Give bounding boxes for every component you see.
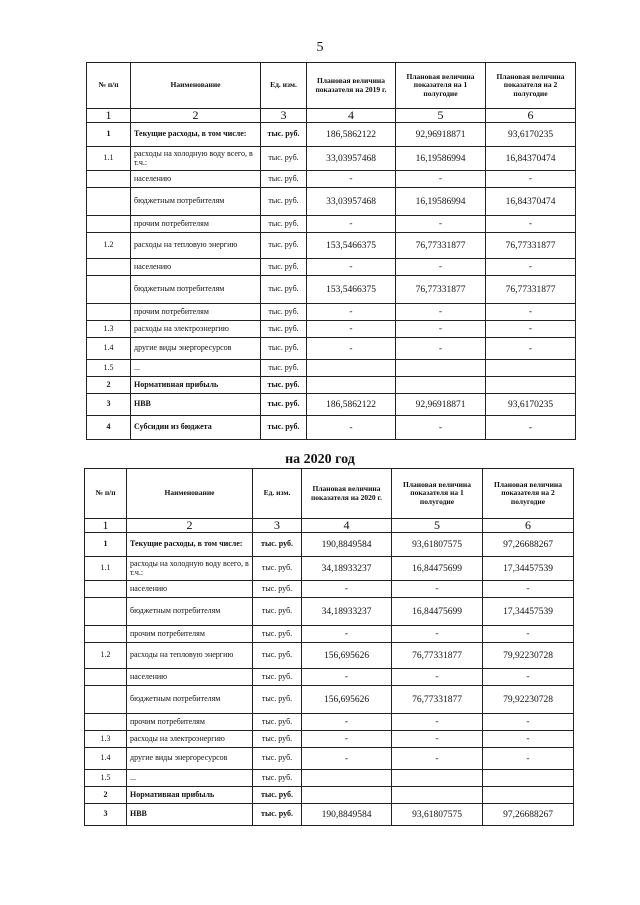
row-name: бюджетным потребителям [131,188,261,216]
header-plan-year: Плановая величина показателя на 2019 г. [307,63,396,109]
table-row [87,338,576,360]
row-unit: тыс. руб. [253,533,302,557]
value-half-1: - [396,304,486,321]
page-number: 5 [316,40,324,55]
row-unit: тыс. руб. [253,581,302,598]
table-row [87,147,576,171]
value-half-2: 17,34457539 [483,598,574,626]
value-half-1: - [396,321,486,338]
row-name: прочим потребителям [131,216,261,233]
value-year: 156,695626 [302,686,392,714]
row-unit: тыс. руб. [261,394,307,416]
value-half-2: - [483,714,574,731]
col-number: 5 [392,519,483,533]
value-half-1: - [396,338,486,360]
row-unit: тыс. руб. [253,557,302,581]
row-number: 1.5 [85,770,127,787]
table-row [87,416,576,440]
row-name: населению [131,259,261,276]
table-row [85,770,574,787]
row-unit: тыс. руб. [253,598,302,626]
table-row [85,804,574,826]
row-name: населению [127,669,253,686]
row-unit: тыс. руб. [261,338,307,360]
value-year: - [302,714,392,731]
row-unit: тыс. руб. [261,147,307,171]
row-name: расходы на электроэнергию [127,731,253,748]
value-half-2: - [486,304,576,321]
row-number [87,276,131,304]
table-row [85,598,574,626]
value-year: 33,03957468 [307,188,396,216]
row-unit: тыс. руб. [261,360,307,377]
table-row [85,557,574,581]
row-name: Нормативная прибыль [131,377,261,394]
col-number: 6 [486,109,576,123]
value-half-1: - [396,259,486,276]
row-unit: тыс. руб. [253,787,302,804]
row-unit: тыс. руб. [253,669,302,686]
value-half-1: - [392,731,483,748]
row-name: Текущие расходы, в том числе: [127,533,253,557]
value-year: 34,18933237 [302,557,392,581]
value-year: - [307,216,396,233]
row-name: Нормативная прибыль [127,787,253,804]
row-name: Субсидии из бюджета [131,416,261,440]
table-row [87,233,576,259]
value-year [302,770,392,787]
row-unit: тыс. руб. [261,276,307,304]
row-unit: тыс. руб. [253,804,302,826]
row-number: 2 [87,377,131,394]
header-name: Наименование [131,63,261,109]
row-unit: тыс. руб. [253,686,302,714]
row-unit: тыс. руб. [253,714,302,731]
value-year: 186,5862122 [307,394,396,416]
row-number [87,188,131,216]
row-unit: тыс. руб. [261,171,307,188]
col-number: 3 [253,519,302,533]
header-half-2: Плановая величина показателя на 2 полугодие [486,63,576,109]
value-half-1: 16,19586994 [396,147,486,171]
value-half-1: 16,84475699 [392,557,483,581]
value-half-1: - [392,748,483,770]
value-half-2: 97,26688267 [483,533,574,557]
row-name: НВВ [131,394,261,416]
value-year: - [307,259,396,276]
header-half-1: Плановая величина показателя на 1 полугодие [392,469,483,519]
row-unit: тыс. руб. [261,416,307,440]
value-half-1: 76,77331877 [396,276,486,304]
value-half-2: - [483,731,574,748]
col-number: 1 [85,519,127,533]
value-half-2: 97,26688267 [483,804,574,826]
value-half-2: 16,84370474 [486,188,576,216]
row-number [85,714,127,731]
row-number [87,259,131,276]
row-unit: тыс. руб. [253,748,302,770]
row-number: 1.3 [87,321,131,338]
col-number: 1 [87,109,131,123]
row-unit: тыс. руб. [261,188,307,216]
row-name: населению [127,581,253,598]
row-name: другие виды энергоресурсов [131,338,261,360]
value-half-2: - [483,626,574,643]
value-half-1 [396,360,486,377]
value-year: 186,5862122 [307,123,396,147]
row-number: 2 [85,787,127,804]
value-half-1 [392,770,483,787]
value-year: - [307,321,396,338]
row-name: Текущие расходы, в том числе: [131,123,261,147]
value-half-2: - [483,748,574,770]
row-number [87,171,131,188]
row-unit: тыс. руб. [261,321,307,338]
header-num: № п/п [85,469,127,519]
row-number: 3 [85,804,127,826]
value-year: - [302,626,392,643]
value-half-1: 16,84475699 [392,598,483,626]
row-unit: тыс. руб. [261,233,307,259]
table-row [87,360,576,377]
row-number: 1.1 [85,557,127,581]
table-row [87,123,576,147]
value-half-2: - [486,416,576,440]
row-name: расходы на тепловую энергию [131,233,261,259]
value-year: 190,8849584 [302,804,392,826]
value-year [302,787,392,804]
value-half-2: 17,34457539 [483,557,574,581]
table-header-row [85,469,574,519]
table-row [87,276,576,304]
value-half-2 [483,770,574,787]
row-name: населению [131,171,261,188]
table-row [85,533,574,557]
row-number: 1 [87,123,131,147]
value-year: 153,5466375 [307,233,396,259]
value-year: - [307,171,396,188]
row-number: 3 [87,394,131,416]
value-half-1: - [396,171,486,188]
row-number: 1.3 [85,731,127,748]
value-year [307,360,396,377]
row-number [87,216,131,233]
value-half-2: 76,77331877 [486,233,576,259]
value-year: - [302,581,392,598]
table-row [87,304,576,321]
value-half-1: 93,61807575 [392,804,483,826]
row-number [87,304,131,321]
header-unit: Ед. изм. [261,63,307,109]
table-row [85,643,574,669]
row-unit: тыс. руб. [253,770,302,787]
row-unit: тыс. руб. [261,259,307,276]
value-year: - [307,416,396,440]
row-name: ... [131,360,261,377]
value-half-2: 79,92230728 [483,643,574,669]
row-number: 1 [85,533,127,557]
row-name: расходы на электроэнергию [131,321,261,338]
value-half-2 [486,377,576,394]
row-name: ... [127,770,253,787]
value-half-2: 93,6170235 [486,123,576,147]
value-year: - [307,304,396,321]
value-half-1: - [392,669,483,686]
value-half-1 [392,787,483,804]
value-half-1: 76,77331877 [392,643,483,669]
value-half-2: - [483,581,574,598]
value-year: - [307,338,396,360]
row-name: НВВ [127,804,253,826]
row-number [85,669,127,686]
row-name: бюджетным потребителям [127,686,253,714]
value-half-1: - [396,416,486,440]
row-number [85,598,127,626]
row-name: прочим потребителям [131,304,261,321]
value-half-2: 93,6170235 [486,394,576,416]
value-half-2: 76,77331877 [486,276,576,304]
value-half-2: 79,92230728 [483,686,574,714]
row-number: 1.2 [85,643,127,669]
row-name: бюджетным потребителям [127,598,253,626]
row-unit: тыс. руб. [261,123,307,147]
row-number: 1.2 [87,233,131,259]
table-row [85,686,574,714]
row-number: 1.5 [87,360,131,377]
value-half-1: - [396,216,486,233]
row-unit: тыс. руб. [261,304,307,321]
table-2020 [84,468,574,826]
table-row [85,748,574,770]
col-number: 3 [261,109,307,123]
table-row [85,731,574,748]
table-row [85,581,574,598]
value-half-2 [483,787,574,804]
table-row [85,787,574,804]
row-number: 1.4 [85,748,127,770]
row-number [85,686,127,714]
col-number: 2 [131,109,261,123]
table-row [87,188,576,216]
value-year: 153,5466375 [307,276,396,304]
col-number: 2 [127,519,253,533]
row-number: 1.1 [87,147,131,171]
value-year: - [302,748,392,770]
table-row [87,377,576,394]
value-half-2: - [486,338,576,360]
value-year: 33,03957468 [307,147,396,171]
row-unit: тыс. руб. [253,731,302,748]
value-half-1: 16,19586994 [396,188,486,216]
table-row [87,171,576,188]
value-year: 156,695626 [302,643,392,669]
col-number: 4 [307,109,396,123]
header-num: № п/п [87,63,131,109]
row-unit: тыс. руб. [253,643,302,669]
value-half-1: 76,77331877 [396,233,486,259]
value-half-2 [486,360,576,377]
value-half-1: - [392,581,483,598]
value-year [307,377,396,394]
table-row [87,216,576,233]
header-plan-year: Плановая величина показателя на 2020 г. [302,469,392,519]
col-number: 4 [302,519,392,533]
value-half-1: 93,61807575 [392,533,483,557]
value-half-1: 92,96918871 [396,123,486,147]
header-half-2: Плановая величина показателя на 2 полугодие [483,469,574,519]
row-name: прочим потребителям [127,714,253,731]
value-half-2: - [486,259,576,276]
value-year: - [302,731,392,748]
value-year: - [302,669,392,686]
row-name: расходы на холодную воду всего, в т.ч.: [127,557,253,581]
value-half-2: - [483,669,574,686]
row-unit: тыс. руб. [261,377,307,394]
row-name: другие виды энергоресурсов [127,748,253,770]
row-number: 1.4 [87,338,131,360]
value-year: 190,8849584 [302,533,392,557]
table-row [87,321,576,338]
value-half-1: 76,77331877 [392,686,483,714]
column-number-row [85,519,574,533]
value-half-1: - [392,626,483,643]
header-name: Наименование [127,469,253,519]
table-row [85,626,574,643]
section-title: на 2020 год [285,452,355,467]
row-unit: тыс. руб. [253,626,302,643]
row-unit: тыс. руб. [261,216,307,233]
header-unit: Ед. изм. [253,469,302,519]
row-number: 4 [87,416,131,440]
table-row [85,714,574,731]
value-half-2: - [486,216,576,233]
value-half-2: - [486,171,576,188]
table-header-row [87,63,576,109]
row-name: прочим потребителям [127,626,253,643]
header-half-1: Плановая величина показателя на 1 полугодие [396,63,486,109]
column-number-row [87,109,576,123]
table-row [85,669,574,686]
value-half-1 [396,377,486,394]
value-year: 34,18933237 [302,598,392,626]
value-half-1: 92,96918871 [396,394,486,416]
table-2019 [86,62,576,440]
value-half-1: - [392,714,483,731]
col-number: 6 [483,519,574,533]
table-row [87,259,576,276]
row-name: расходы на холодную воду всего, в т.ч.: [131,147,261,171]
row-name: бюджетным потребителям [131,276,261,304]
row-number [85,626,127,643]
col-number: 5 [396,109,486,123]
value-half-2: - [486,321,576,338]
row-number [85,581,127,598]
row-name: расходы на тепловую энергию [127,643,253,669]
value-half-2: 16,84370474 [486,147,576,171]
table-row [87,394,576,416]
